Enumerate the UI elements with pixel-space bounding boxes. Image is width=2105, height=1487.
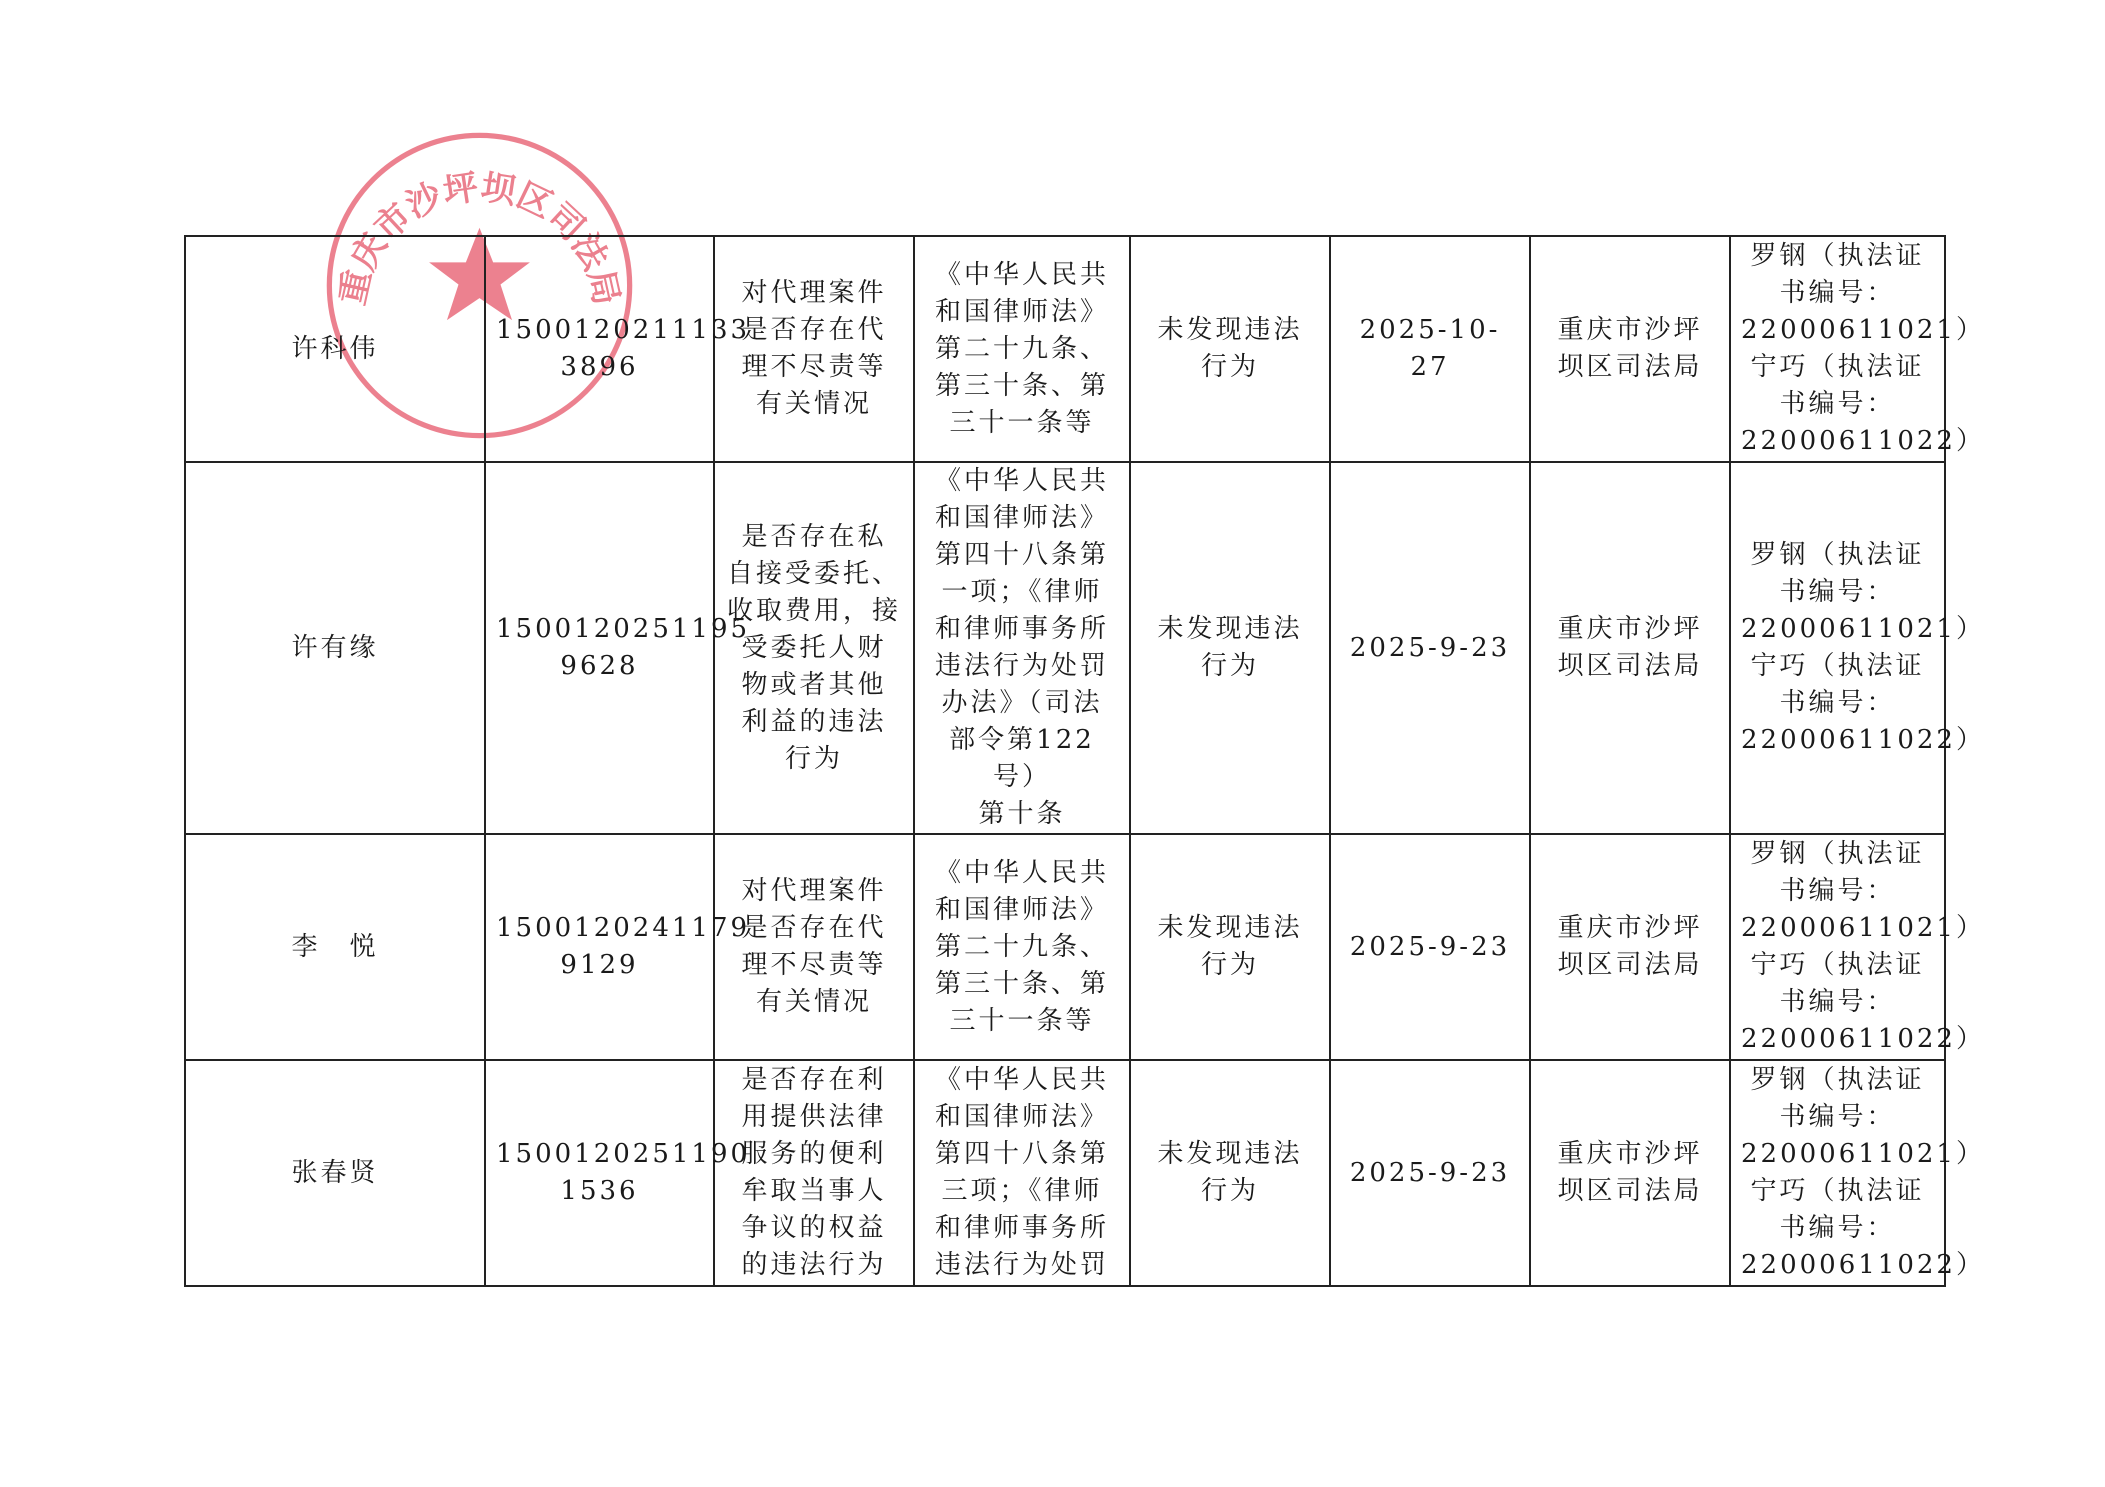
legal-basis-cell: 《中华人民共 和国律师法》 第二十九条、 第三十条、第 三十一条等 (914, 236, 1130, 462)
date-cell: 2025-9-23 (1330, 834, 1530, 1060)
agency-cell: 重庆市沙坪 坝区司法局 (1530, 834, 1730, 1060)
result-cell: 未发现违法 行为 (1130, 236, 1330, 462)
officers-cell: 罗钢（执法证 书编号： 22000611021） 宁巧（执法证 书编号： 22000611022） (1730, 236, 1945, 462)
cert-number-cell: 1500120241179 9129 (485, 834, 714, 1060)
name-cell: 许有缘 (185, 462, 485, 834)
inspection-item-cell: 是否存在私 自接受委托、 收取费用，接 受委托人财 物或者其他 利益的违法 行为 (714, 462, 914, 834)
result-cell: 未发现违法 行为 (1130, 1060, 1330, 1286)
date-cell: 2025-9-23 (1330, 1060, 1530, 1286)
legal-basis-cell: 《中华人民共 和国律师法》 第四十八条第 三项；《律师 和律师事务所 违法行为处罚 (914, 1060, 1130, 1286)
legal-basis-cell: 《中华人民共 和国律师法》 第二十九条、 第三十条、第 三十一条等 (914, 834, 1130, 1060)
agency-cell: 重庆市沙坪 坝区司法局 (1530, 462, 1730, 834)
legal-basis-cell: 《中华人民共 和国律师法》 第四十八条第 一项；《律师 和律师事务所 违法行为处罚 办法》（司法 部令第122号） 第十条 (914, 462, 1130, 834)
seal-text: 重庆市沙坪坝区司法局 (332, 167, 627, 309)
table-row (185, 462, 1945, 834)
result-cell: 未发现违法 行为 (1130, 834, 1330, 1060)
date-cell: 2025-10-27 (1330, 236, 1530, 462)
table-row (185, 1060, 1945, 1286)
name-cell: 张春贤 (185, 1060, 485, 1286)
officers-cell: 罗钢（执法证 书编号： 22000611021） 宁巧（执法证 书编号： 22000611022） (1730, 462, 1945, 834)
name-cell: 李 悦 (185, 834, 485, 1060)
cert-number-cell: 1500120251190 1536 (485, 1060, 714, 1286)
record-table (184, 235, 1985, 1287)
table-row (185, 834, 1945, 1060)
date-cell: 2025-9-23 (1330, 462, 1530, 834)
result-cell: 未发现违法 行为 (1130, 462, 1330, 834)
inspection-item-cell: 是否存在利 用提供法律 服务的便利 牟取当事人 争议的权益 的违法行为 (714, 1060, 914, 1286)
name-cell: 许科伟 (185, 236, 485, 462)
agency-cell: 重庆市沙坪 坝区司法局 (1530, 236, 1730, 462)
inspection-item-cell: 对代理案件 是否存在代 理不尽责等 有关情况 (714, 834, 914, 1060)
agency-cell: 重庆市沙坪 坝区司法局 (1530, 1060, 1730, 1286)
officers-cell: 罗钢（执法证 书编号： 22000611021） 宁巧（执法证 书编号： 22000611022） (1730, 834, 1945, 1060)
cert-number-cell: 1500120211133 3896 (485, 236, 714, 462)
cert-number-cell: 1500120251195 9628 (485, 462, 714, 834)
inspection-item-cell: 对代理案件 是否存在代 理不尽责等 有关情况 (714, 236, 914, 462)
officers-cell: 罗钢（执法证 书编号： 22000611021） 宁巧（执法证 书编号： 22000611022） (1730, 1060, 1945, 1286)
table-row (185, 236, 1945, 462)
